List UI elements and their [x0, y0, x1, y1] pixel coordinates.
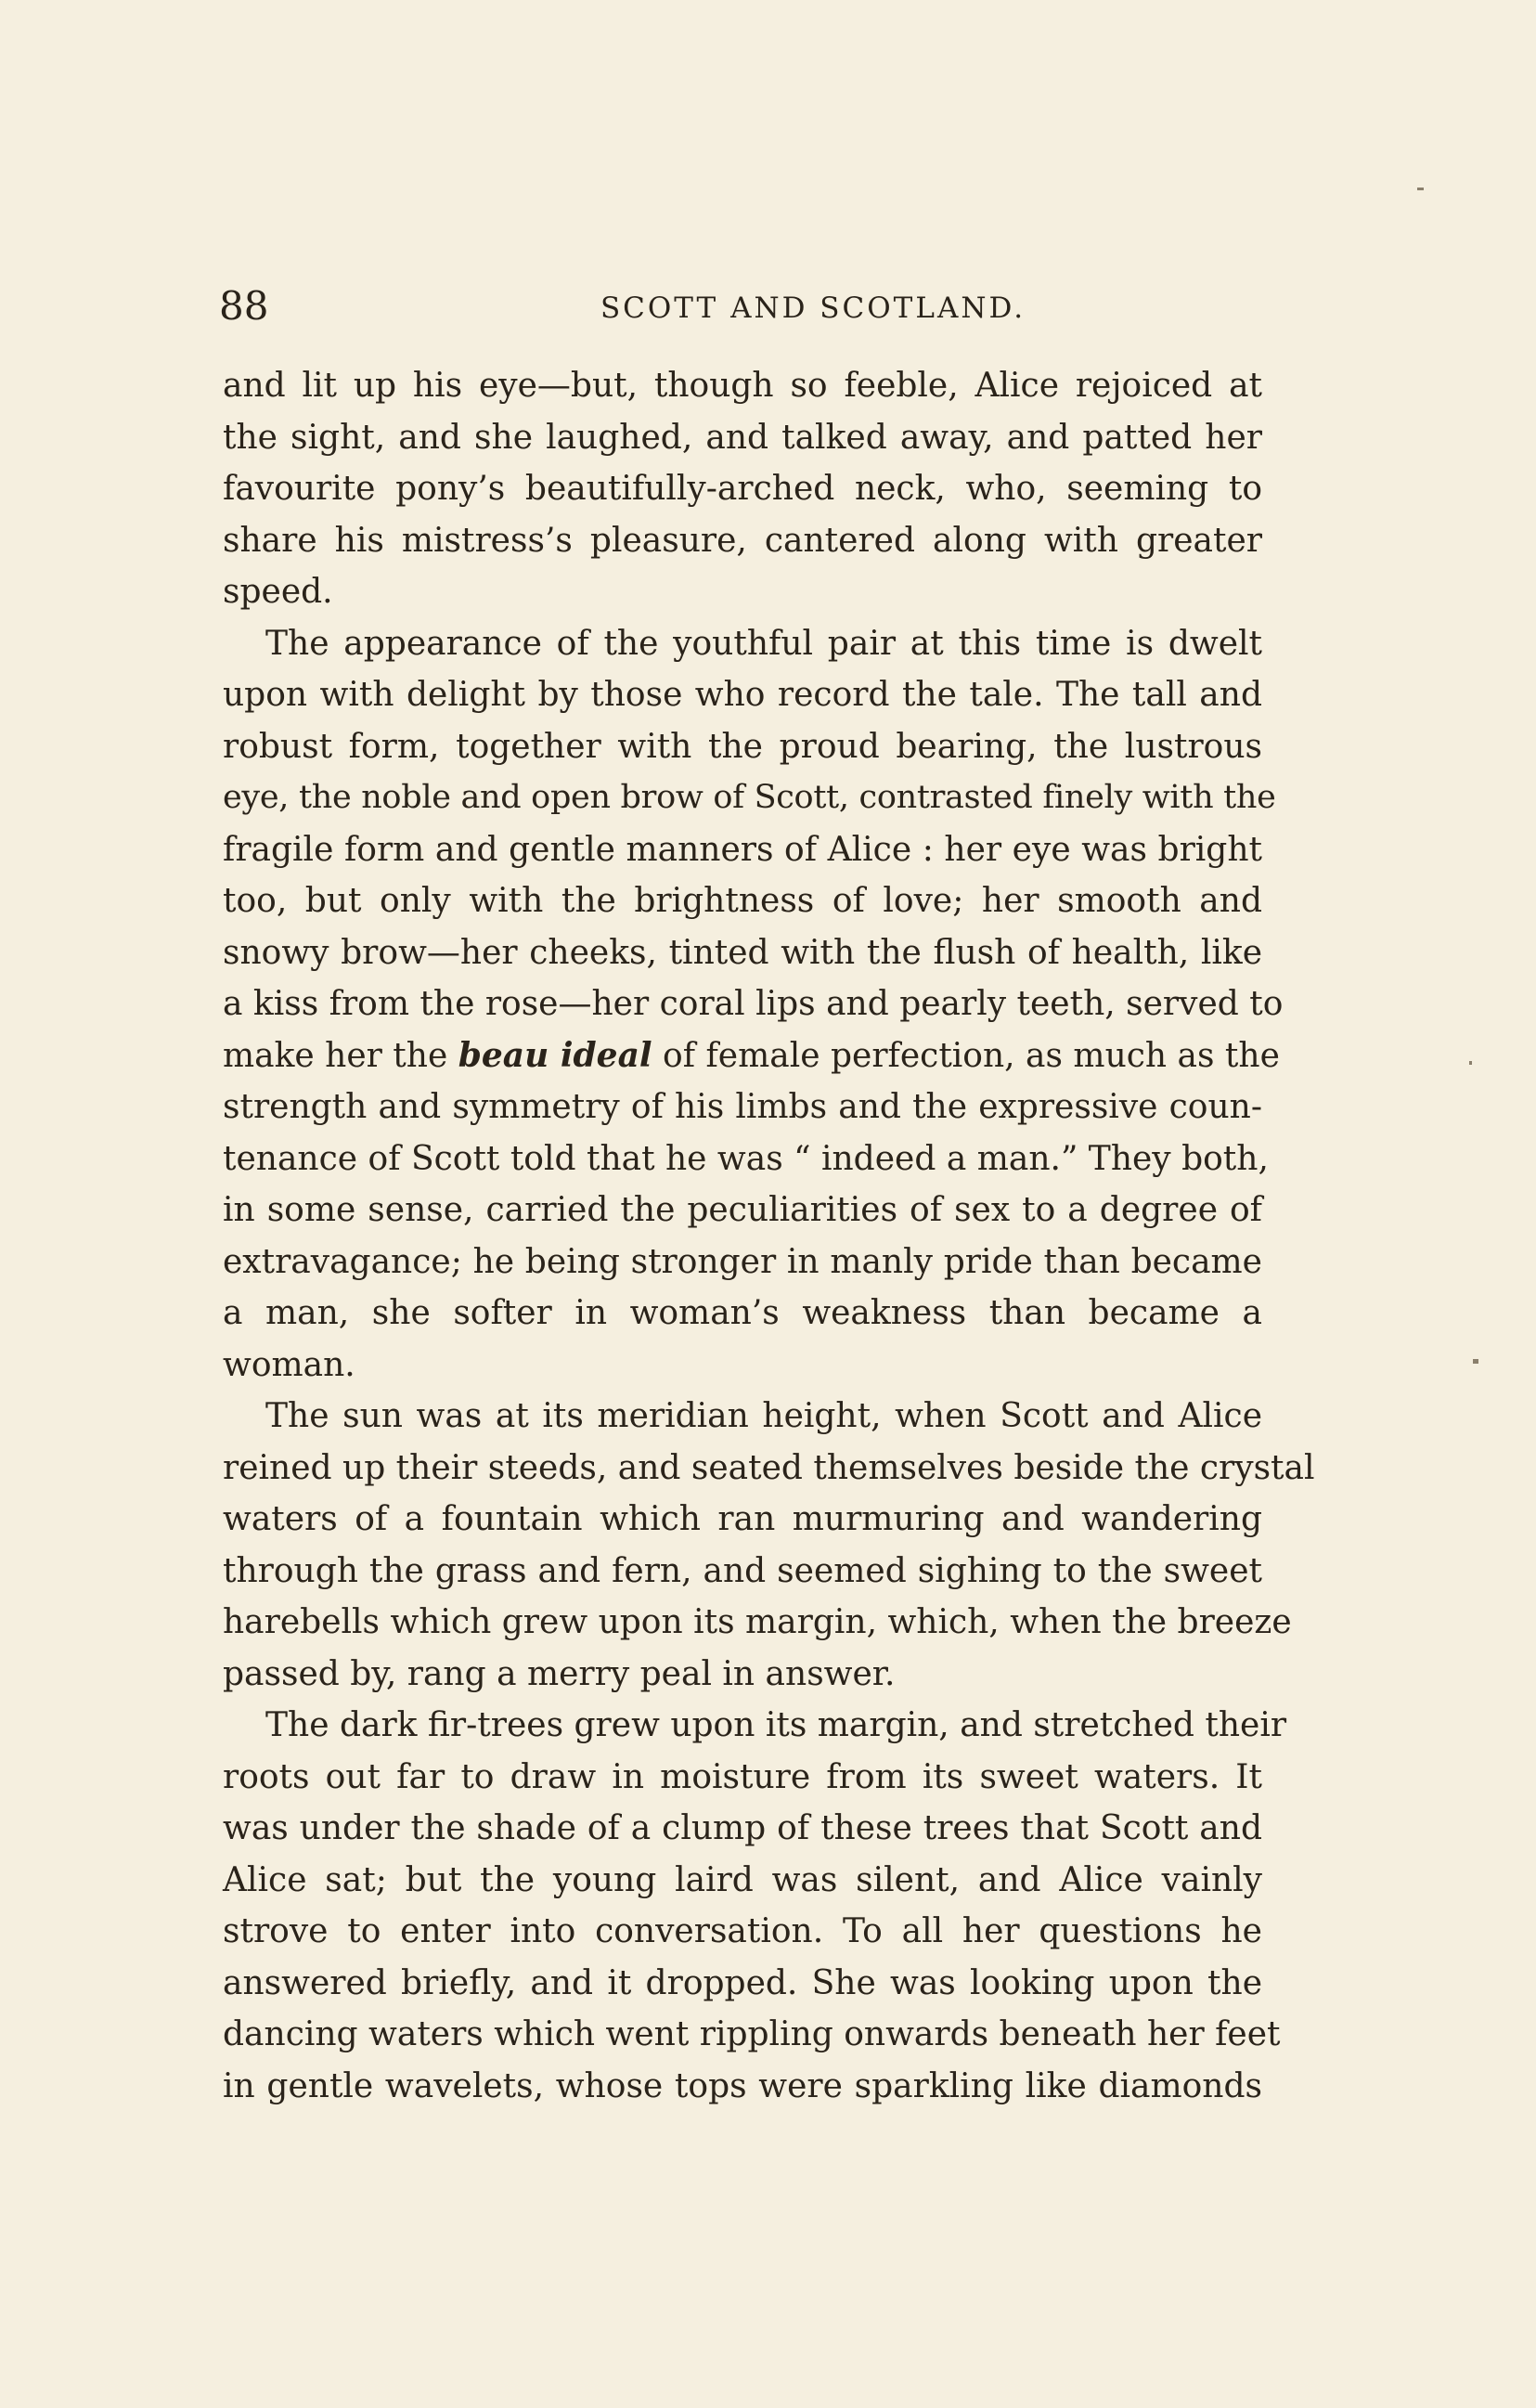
text-line-start: make her the: [223, 1036, 458, 1075]
body-text: [223, 360, 1315, 2112]
text-line: The sun was at its meridian height, when Scott and Alice: [265, 1397, 1262, 1435]
text-line: eye, the noble and open brow of Scott, contrasted finely with the: [223, 779, 1276, 816]
italic-phrase: beau ideal: [458, 1035, 652, 1075]
text-line: and lit up his eye—but, though so feeble, Alice rejoiced at: [223, 367, 1262, 405]
text-line: the sight, and she laughed, and talked away, and patted her: [223, 418, 1262, 457]
text-line: passed by, rang a merry peal in answer.: [223, 1654, 896, 1693]
text-line: answered briefly, and it dropped. She was looking upon the: [223, 1963, 1262, 2002]
page-header: [219, 284, 1258, 329]
margin-mark: [1473, 1359, 1478, 1364]
text-line: tenance of Scott told that he was “ indeed a man.” They both,: [223, 1139, 1269, 1178]
text-line: woman.: [223, 1345, 355, 1384]
page-number: 88: [219, 283, 269, 329]
text-line: [223, 1030, 1280, 1082]
text-line: The appearance of the youthful pair at this time is dwelt: [265, 624, 1262, 663]
text-line: through the grass and fern, and seemed sighing to the sweet: [223, 1551, 1262, 1590]
text-line: favourite pony’s beautifully-arched neck, who, seeming to: [223, 470, 1262, 508]
text-line: a man, she softer in woman’s weakness than became a: [223, 1294, 1262, 1332]
text-line: was under the shade of a clump of these trees that Scott and: [223, 1809, 1262, 1847]
text-line: in gentle wavelets, whose tops were sparkling like diamonds: [223, 2066, 1262, 2105]
text-line: reined up their steeds, and seated themselves beside the crystal: [223, 1448, 1315, 1487]
text-line: Alice sat; but the young laird was silent, and Alice vainly: [223, 1860, 1262, 1899]
text-line: in some sense, carried the peculiarities of sex to a degree of: [223, 1191, 1262, 1229]
text-line: roots out far to draw in moisture from its sweet waters. It: [223, 1757, 1262, 1796]
margin-mark: [1469, 1061, 1472, 1065]
text-line: The dark fir-trees grew upon its margin, and stretched their: [265, 1706, 1287, 1744]
text-line: extravagance; he being stronger in manly pride than became: [223, 1242, 1262, 1281]
text-line: fragile form and gentle manners of Alice : her eye was bright: [223, 830, 1262, 869]
margin-mark: [1417, 188, 1424, 190]
text-line: too, but only with the brightness of love; her smooth and: [223, 882, 1262, 920]
text-line-end: of female perfection, as much as the: [652, 1036, 1280, 1075]
text-line: robust form, together with the proud bearing, the lustrous: [223, 727, 1262, 766]
text-line: waters of a fountain which ran murmuring and wandering: [223, 1500, 1262, 1538]
text-line: snowy brow—her cheeks, tinted with the flush of health, like: [223, 933, 1262, 972]
text-line: upon with delight by those who record the tale. The tall and: [223, 676, 1262, 714]
text-line: strength and symmetry of his limbs and the expressive coun-: [223, 1088, 1262, 1126]
text-line: a kiss from the rose—her coral lips and pearly teeth, served to: [223, 985, 1284, 1023]
text-line: dancing waters which went rippling onwards beneath her feet: [223, 2015, 1281, 2053]
text-line: harebells which grew upon its margin, which, when the breeze: [223, 1603, 1292, 1641]
text-line: strove to enter into conversation. To all her questions he: [223, 1912, 1262, 1950]
running-head: SCOTT AND SCOTLAND.: [600, 291, 1026, 325]
text-line: speed.: [223, 573, 333, 611]
text-line: share his mistress’s pleasure, cantered along with greater: [223, 521, 1262, 560]
